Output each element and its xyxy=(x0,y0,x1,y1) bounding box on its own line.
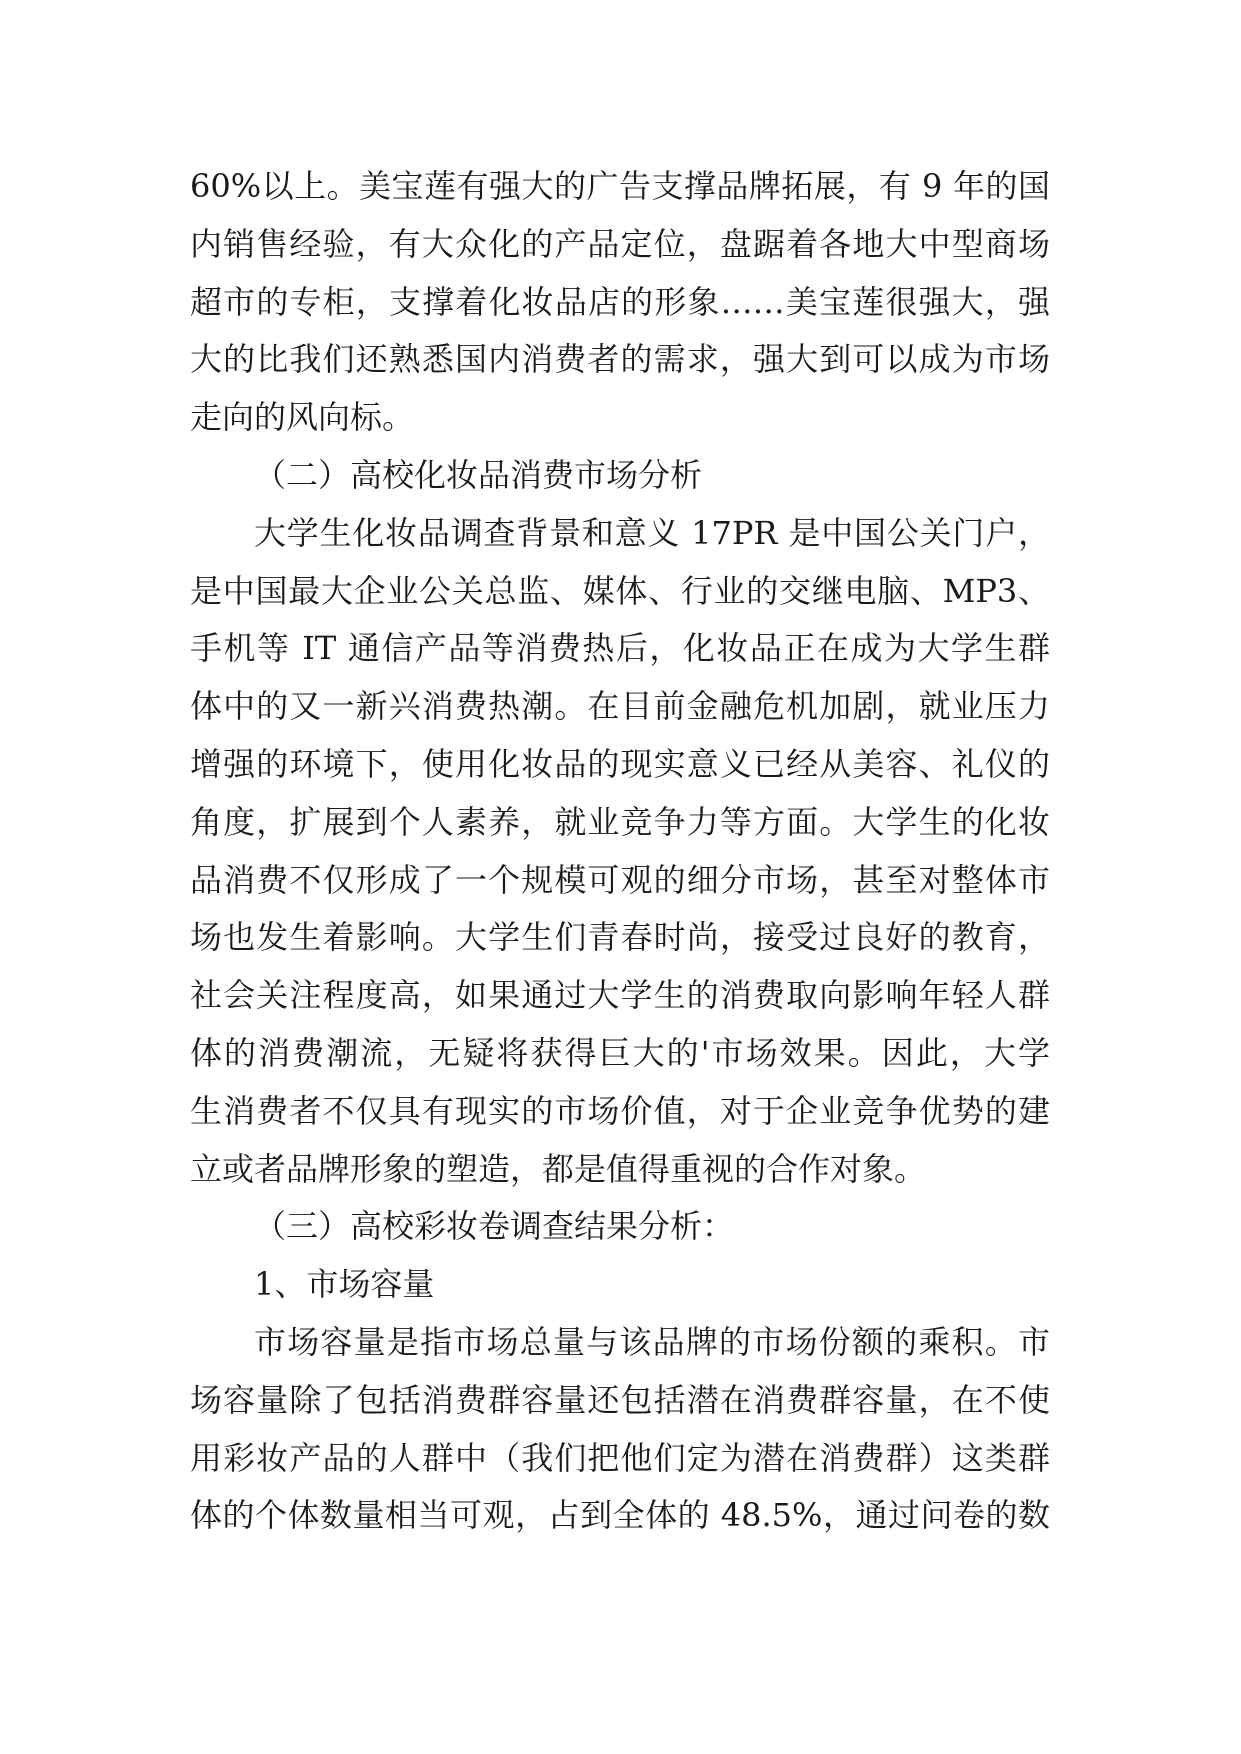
paragraph-line: 60%以上。美宝莲有强大的广告支撑品牌拓展，有 9 年的国 xyxy=(190,167,1050,205)
section-heading-3: （三）高校彩妆卷调查结果分析： xyxy=(254,1207,735,1246)
paragraph-line: 体中的又一新兴消费热潮。在目前金融危机加剧，就业压力 xyxy=(190,687,1050,726)
paragraph-line: 大学生化妆品调查背景和意义 17PR 是中国公关门户， xyxy=(254,513,1050,552)
paragraph-line: 内销售经验，有大众化的产品定位，盘踞着各地大中型商场 xyxy=(190,224,1050,263)
paragraph-line: 手机等 IT 通信产品等消费热后，化妆品正在成为大学生群 xyxy=(190,629,1050,668)
paragraph-line: 走向的风向标。 xyxy=(190,398,415,437)
paragraph-line: 场容量除了包括消费群容量还包括潜在消费群容量，在不使 xyxy=(190,1380,1050,1419)
paragraph-line: 体的消费潮流，无疑将获得巨大的'市场效果。因此，大学 xyxy=(190,1033,1050,1072)
paragraph-line: 场也发生着影响。大学生们青春时尚，接受过良好的教育， xyxy=(190,918,1050,957)
paragraph-line: 角度，扩展到个人素养，就业竞争力等方面。大学生的化妆 xyxy=(190,802,1050,841)
body-text xyxy=(190,158,1050,1545)
paragraph-line: 品消费不仅形成了一个规模可观的细分市场，甚至对整体市 xyxy=(190,860,1050,899)
paragraph-line: 市场容量是指市场总量与该品牌的市场份额的乘积。市 xyxy=(254,1322,1050,1361)
paragraph-line: 大的比我们还熟悉国内消费者的需求，强大到可以成为市场 xyxy=(190,340,1050,379)
section-heading-2: （二）高校化妆品消费市场分析 xyxy=(254,455,703,494)
paragraph-line: 超市的专柜，支撑着化妆品店的形象……美宝莲很强大，强 xyxy=(190,282,1050,321)
paragraph-line: 用彩妆产品的人群中（我们把他们定为潜在消费群）这类群 xyxy=(190,1438,1050,1477)
paragraph-line: 是中国最大企业公关总监、媒体、行业的交继电脑、MP3、 xyxy=(190,571,1050,610)
paragraph-line: 社会关注程度高，如果通过大学生的消费取向影响年轻人群 xyxy=(190,976,1050,1015)
paragraph-line: 立或者品牌形象的塑造，都是值得重视的合作对象。 xyxy=(190,1149,927,1188)
subheading-market-capacity: 1、市场容量 xyxy=(254,1265,435,1304)
paragraph-line: 体的个体数量相当可观，占到全体的 48.5%，通过问卷的数 xyxy=(190,1496,1050,1535)
paragraph-line: 增强的环境下，使用化妆品的现实意义已经从美容、礼仪的 xyxy=(190,744,1050,783)
paragraph-line: 生消费者不仅具有现实的市场价值，对于企业竞争优势的建 xyxy=(190,1091,1050,1130)
